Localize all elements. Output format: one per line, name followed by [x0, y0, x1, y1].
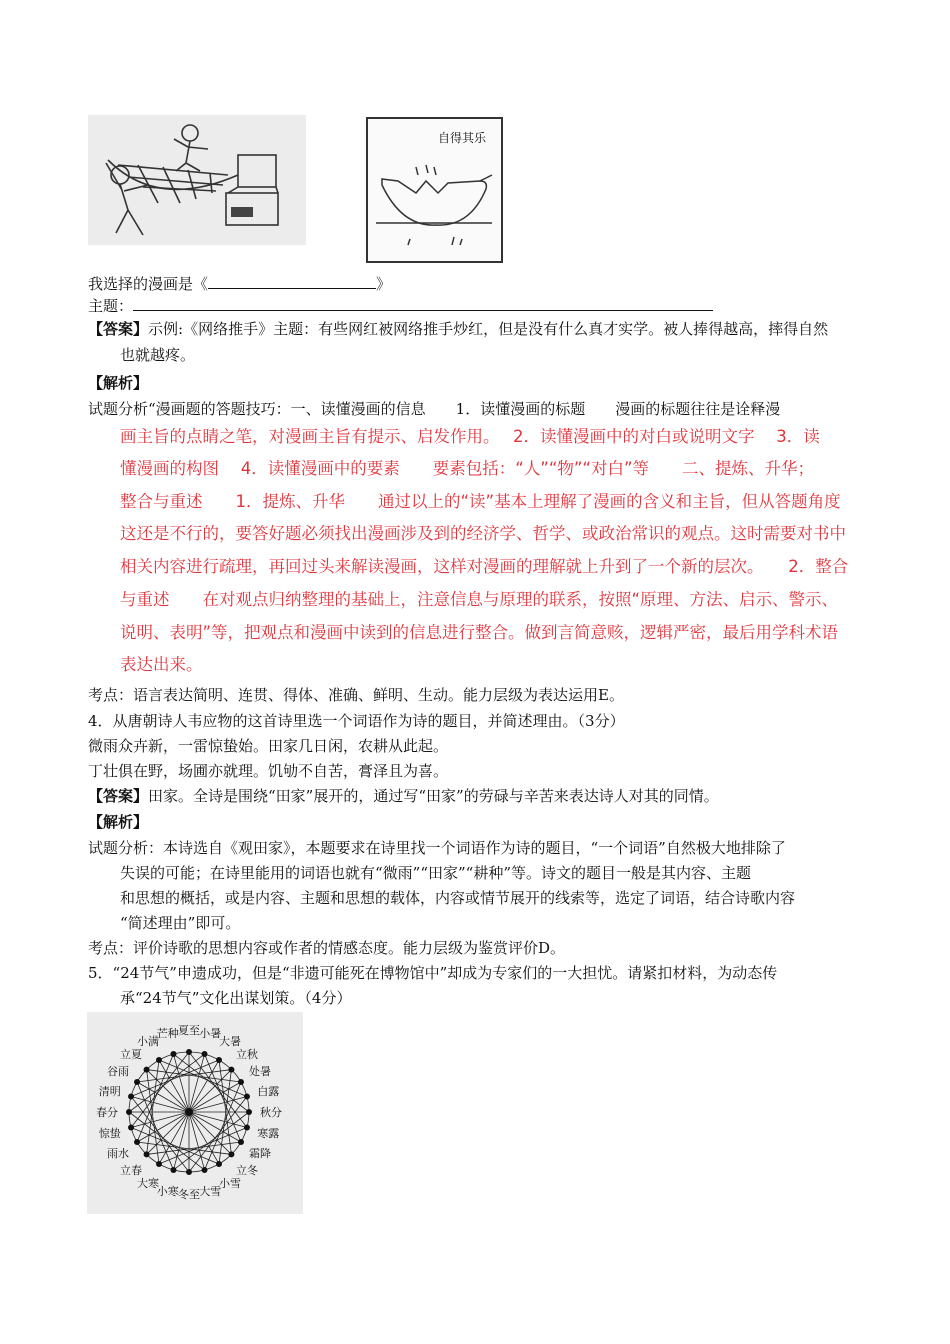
q4-analysis-line4: “简述理由”即可。	[120, 914, 241, 932]
wheel-term-dot	[170, 1167, 176, 1173]
wheel-term-label: 春分	[96, 1106, 118, 1119]
wheel-term-dot	[156, 1057, 162, 1063]
q4-poem-line2: 丁壮俱在野，场圃亦就理。饥劬不自苦，膏泽且为喜。	[88, 762, 449, 780]
wheel-term-dot	[246, 1109, 252, 1115]
wheel-term-dot	[186, 1049, 192, 1055]
wheel-term-dot	[144, 1151, 150, 1157]
wheel-chord	[189, 1096, 247, 1172]
q4-poem-line1: 微雨众卉新，一雷惊蛰始。田家几日闲，农耕从此起。	[88, 737, 449, 755]
q3-answer-tag: 【答案】	[88, 320, 149, 338]
wheel-term-dot	[156, 1161, 162, 1167]
q3-analysis-tag	[88, 372, 148, 394]
wheel-chord	[173, 1054, 249, 1112]
q3-analysis-tag-text: 【解析】	[88, 374, 149, 392]
q3-answer-line1	[88, 318, 828, 340]
wheel-chord	[131, 1052, 189, 1128]
wheel-term-dot	[202, 1051, 208, 1057]
wheel-chord	[129, 1112, 205, 1170]
wheel-term-dot	[238, 1139, 244, 1145]
wheel-term-label: 大寒	[137, 1177, 159, 1191]
wheel-term-dot	[202, 1167, 208, 1173]
wheel-term-label: 小满	[137, 1034, 159, 1048]
q3-red-line-2: 懂漫画的构图 4．读懂漫画中的要素 要素包括：“人”“物”“对白”等 二、提炼、升华；	[120, 459, 815, 478]
wheel-term-label: 大暑	[219, 1034, 241, 1048]
q4-answer-text: 田家。全诗是围绕“田家”展开的，通过写“田家”的劳碌与辛苦来表达诗人对其的同情。	[148, 787, 719, 805]
wheel-term-label: 霜降	[249, 1147, 272, 1160]
wheel-term-label: 立秋	[235, 1048, 258, 1062]
comic-sketch-icon	[88, 115, 306, 245]
wheel-chord	[147, 1070, 159, 1164]
q3-red-line-3: 整合与重述 1．提炼、升华 通过以上的“读”基本上理解了漫画的含义和主旨，但从答题角度	[120, 492, 841, 511]
q4-answer-tag: 【答案】	[88, 787, 149, 805]
wheel-term-label: 立夏	[120, 1048, 143, 1062]
wheel-chord	[219, 1070, 231, 1164]
solar-terms-wheel-image	[87, 1012, 303, 1214]
wheel-term-dot	[134, 1079, 140, 1085]
wheel-chord	[137, 1054, 173, 1142]
wheel-term-label: 寒露	[257, 1127, 280, 1141]
theme-label: 主题：	[88, 297, 134, 315]
comic-network-pusher-image	[88, 115, 306, 245]
wheel-term-label: 惊蛰	[98, 1127, 121, 1141]
wheel-term-label: 立春	[120, 1163, 143, 1177]
wheel-term-label: 白露	[257, 1084, 280, 1098]
wheel-term-dot	[216, 1057, 222, 1063]
q3-answer-text: 示例:《网络推手》主题：有些网红被网络推手炒红，但是没有什么真才实学。被人捧得越高，摔得自然	[148, 320, 829, 338]
q3-kaodian: 考点：语言表达简明、连贯、得体、准确、鲜明、生动。能力层级为表达运用E。	[88, 686, 624, 704]
comic-choice-blank[interactable]	[208, 272, 376, 289]
select-prompt-prefix: 我选择的漫画是《	[88, 275, 209, 293]
wheel-term-dot	[128, 1093, 134, 1099]
wheel-chord	[159, 1128, 247, 1164]
wheel-chord	[129, 1054, 205, 1112]
wheel-term-dot	[134, 1139, 140, 1145]
solar-terms-wheel	[87, 1012, 303, 1214]
q4-analysis-line2: 失误的可能；在诗里能用的词语也就有“微雨”“田家”“耕种”等。诗文的题目一般是其内容、主题	[120, 864, 752, 882]
q3-red-line-6: 与重述 在对观点归纳整理的基础上，注意信息与原理的联系，按照“原理、方法、启示、警示、	[120, 590, 839, 609]
wheel-chord	[131, 1060, 219, 1096]
wheel-chord	[189, 1052, 247, 1128]
wheel-term-dot	[128, 1125, 134, 1131]
wheel-term-label: 处暑	[249, 1065, 272, 1078]
select-prompt-suffix: 》	[376, 275, 392, 293]
q3-red-line-7: 说明、表明”等，把观点和漫画中读到的信息进行整合。做到言简意赅，逻辑严密，最后用学科术语	[120, 623, 839, 642]
q4-analysis-tag	[88, 811, 148, 833]
wheel-term-dot	[144, 1067, 150, 1073]
wheel-chord	[205, 1054, 241, 1142]
wheel-chord	[147, 1142, 241, 1154]
wheel-chord	[147, 1060, 159, 1154]
wheel-term-dot	[186, 1169, 192, 1175]
wheel-term-label: 小雪	[219, 1177, 241, 1191]
wheel-chord	[131, 1096, 189, 1172]
wheel-chord	[173, 1112, 249, 1170]
theme-line	[88, 294, 713, 317]
wheel-term-label: 立冬	[235, 1163, 258, 1177]
q5-question-line1: 5．“24节气”申遗成功，但是“非遗可能死在博物馆中”却成为专家们的一大担忧。请紧扣材料，为动态传	[88, 964, 778, 982]
wheel-term-dot	[216, 1161, 222, 1167]
q5-question-line2: 承“24节气”文化出谋划策。（4分）	[120, 989, 352, 1007]
wheel-term-dot	[244, 1093, 250, 1099]
wheel-term-dot	[126, 1109, 132, 1115]
q4-kaodian: 考点：评价诗歌的思想内容或作者的情感态度。能力层级为鉴赏评价D。	[88, 939, 566, 957]
wheel-chord	[137, 1142, 231, 1154]
wheel-chord	[147, 1070, 241, 1082]
wheel-chord	[137, 1070, 231, 1082]
comic-title: 自得其乐	[438, 131, 487, 145]
bowl-sketch-icon	[368, 119, 501, 261]
wheel-term-dot	[238, 1079, 244, 1085]
wheel-term-label: 小暑	[199, 1026, 222, 1040]
wheel-term-label: 夏至	[178, 1024, 200, 1037]
wheel-term-label: 秋分	[260, 1106, 282, 1119]
wheel-term-dot	[170, 1051, 176, 1057]
q4-question: 4．从唐朝诗人韦应物的这首诗里选一个词语作为诗的题目，并简述理由。（3分）	[88, 712, 625, 730]
wheel-chord	[159, 1060, 247, 1096]
q3-red-line-8: 表达出来。	[120, 655, 203, 674]
q3-red-line-4: 这还是不行的，要答好题必须找出漫画涉及到的经济学、哲学、或政治常识的观点。这时需要对书中	[120, 524, 846, 543]
wheel-term-dot	[228, 1151, 234, 1157]
q4-analysis-line3: 和思想的概括，或是内容、主题和思想的载体，内容或情节展开的线索等，选定了词语，结合诗歌内容	[120, 889, 796, 907]
theme-blank[interactable]	[133, 294, 713, 311]
q3-red-line-1: 画主旨的点睛之笔，对漫画主旨有提示、启发作用。 2．读懂漫画中的对白或说明文字 3．读	[120, 427, 820, 446]
wheel-term-label: 芒种	[156, 1026, 179, 1040]
comic-select-line	[88, 272, 391, 295]
wheel-chord	[205, 1082, 241, 1170]
wheel-term-label: 大雪	[199, 1185, 222, 1199]
wheel-term-label: 谷雨	[106, 1065, 129, 1078]
comic-self-content-image	[366, 117, 503, 263]
wheel-chord	[137, 1082, 173, 1170]
wheel-term-label: 清明	[98, 1084, 121, 1098]
wheel-center-dot	[185, 1108, 193, 1116]
q3-analysis-line1: 试题分析“漫画题的答题技巧：一、读懂漫画的信息 1．读懂漫画的标题 漫画的标题往往是诠释漫	[88, 400, 781, 418]
q3-red-line-5: 相关内容进行疏理，再回过头来解读漫画，这样对漫画的理解就上升到了一个新的层次。 2．整合	[120, 557, 849, 576]
q4-answer-line	[88, 785, 719, 807]
wheel-term-dot	[228, 1067, 234, 1073]
wheel-term-dot	[244, 1125, 250, 1131]
wheel-term-label: 冬至	[178, 1188, 200, 1201]
q4-analysis-tag-text: 【解析】	[88, 813, 149, 831]
wheel-term-label: 小寒	[156, 1185, 179, 1199]
wheel-term-label: 雨水	[106, 1147, 129, 1160]
wheel-chord	[219, 1060, 231, 1154]
q3-answer-line2: 也就越疼。	[120, 346, 196, 364]
q4-analysis-line1: 试题分析：本诗选自《观田家》，本题要求在诗里找一个词语作为诗的题目，“一个词语”自然极大地排除了	[88, 839, 786, 857]
wheel-chord	[131, 1128, 219, 1164]
